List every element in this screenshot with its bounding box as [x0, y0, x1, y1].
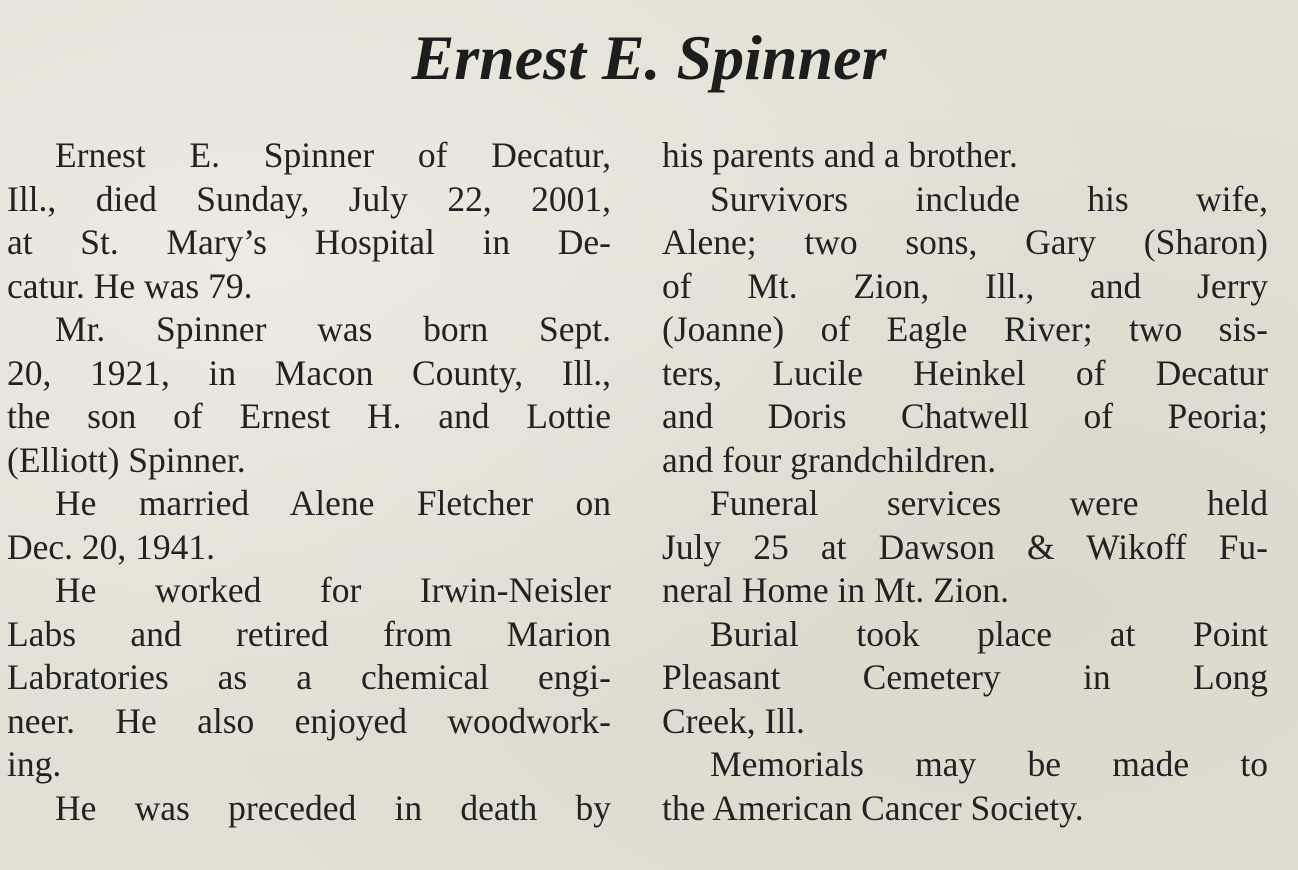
- article-line: He married Alene Fletcher on: [55, 483, 611, 523]
- article-line: neral Home in Mt. Zion.: [662, 570, 1010, 610]
- article-line: (Elliott) Spinner.: [7, 439, 246, 480]
- article-line: Ill., died Sunday, July 22, 2001,: [7, 178, 611, 219]
- article-column-left: [7, 134, 611, 830]
- article-line: catur. He was 79.: [7, 265, 253, 306]
- article-line: 20, 1921, in Macon County, Ill.,: [7, 352, 611, 393]
- article-line: of Mt. Zion, Ill., and Jerry: [662, 265, 1268, 306]
- article-line: Ernest E. Spinner of Decatur,: [55, 135, 611, 175]
- article-line: his parents and a brother.: [662, 135, 1018, 175]
- article-line: Survivors include his wife,: [710, 178, 1268, 219]
- article-line: ters, Lucile Heinkel of Decatur: [662, 352, 1268, 393]
- article-line: Pleasant Cemetery in Long: [662, 657, 1268, 697]
- article-line: Memorials may be made to: [710, 744, 1268, 784]
- article-line: ing.: [7, 744, 62, 784]
- obituary-headline: Ernest E. Spinner: [411, 22, 887, 93]
- article-line: (Joanne) of Eagle River; two sis-: [662, 309, 1268, 349]
- article-line: July 25 at Dawson & Wikoff Fu-: [662, 526, 1268, 567]
- article-line: He worked for Irwin-Neisler: [55, 570, 611, 610]
- article-line: Mr. Spinner was born Sept.: [55, 309, 611, 349]
- article-line: the American Cancer Society.: [662, 787, 1084, 828]
- article-line: and four grandchildren.: [662, 439, 997, 480]
- article-line: He was preceded in death by: [55, 787, 611, 828]
- article-line: the son of Ernest H. and Lottie: [7, 396, 611, 436]
- article-line: Creek, Ill.: [662, 700, 805, 741]
- article-line: Alene; two sons, Gary (Sharon): [662, 222, 1268, 262]
- article-column-right: [662, 134, 1268, 830]
- article-line: at St. Mary’s Hospital in De-: [7, 222, 611, 262]
- article-line: Dec. 20, 1941.: [7, 526, 216, 567]
- article-line: Labratories as a chemical engi-: [7, 657, 611, 697]
- article-line: neer. He also enjoyed woodwork-: [7, 700, 611, 741]
- article-line: Funeral services were held: [710, 483, 1268, 523]
- article-line: Burial took place at Point: [710, 613, 1268, 654]
- article-line: Labs and retired from Marion: [7, 613, 611, 654]
- article-line: and Doris Chatwell of Peoria;: [662, 396, 1268, 436]
